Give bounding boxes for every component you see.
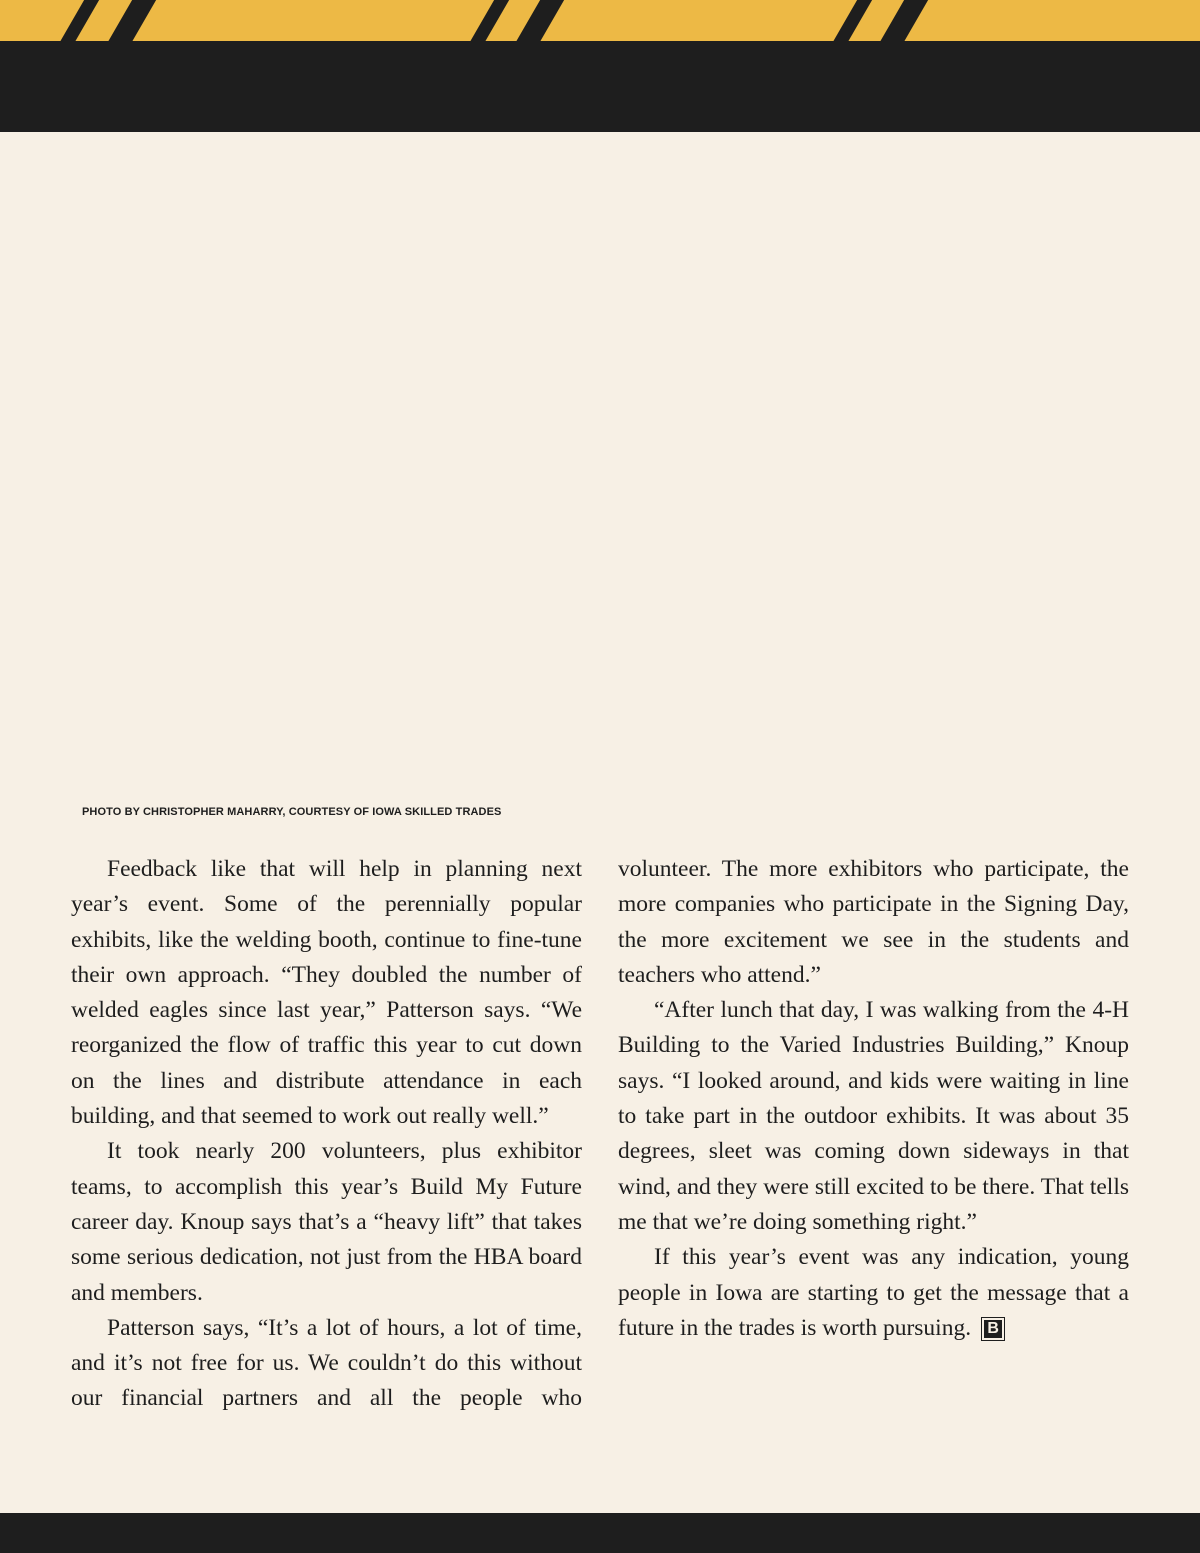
stripe-slash (468, 0, 512, 41)
article-column-left (71, 852, 582, 1417)
paragraph: “After lunch that day, I was walking from the 4-H Building to the Varied Industries Building,” Knoup says. “I looked around, and kids were waiting in line to take part in the outdoor exhibits. It was about 35 degrees, sleet was coming down sideways in that wind, and they were still excited to be there. That tells me that we’re doing something right.” (618, 997, 1129, 1235)
paragraph (618, 1240, 1129, 1346)
stripe-slash (106, 0, 159, 41)
stripe-slash (514, 0, 567, 41)
stripe-slash (878, 0, 931, 41)
paragraph: Feedback like that will help in planning next year’s event. Some of the perennially popular exhibits, like the welding booth, continue to fine-tune their own approach. “They doubled the number of welded eagles since last year,” Patterson says. “We reorganized the flow of traffic this year to cut down on the lines and distribute attendance in each building, and that seemed to work out really well.” (71, 856, 582, 1130)
header-stripe (0, 0, 1200, 41)
paragraph: Patterson says, “It’s a lot of hours, a lot of time, and it’s not free for us. We couldn’t do this without our financial partners and all the people who (71, 1314, 582, 1412)
footer-band (0, 1513, 1200, 1553)
photo-credit: PHOTO BY CHRISTOPHER MAHARRY, COURTESY OF IOWA SKILLED TRADES (82, 806, 502, 818)
paragraph-text: If this year’s event was any indication, young people in Iowa are starting to get the message that a future in the trades is worth pursuing. (618, 1244, 1129, 1341)
paragraph: It took nearly 200 volunteers, plus exhibitor teams, to accomplish this year’s Build My Future career day. Knoup says that’s a “heavy lift” that takes some serious dedication, not just from the HBA board and members. (71, 1138, 582, 1306)
stripe-slash (58, 0, 102, 41)
article-column-right (618, 852, 1129, 1346)
stripe-slash (831, 0, 875, 41)
paragraph-continuation: volunteer. The more exhibitors who participate, the more companies who participate in the Signing Day, the more excitement we see in the students and teachers who attend.” (618, 856, 1129, 988)
end-mark-icon: B (981, 1317, 1005, 1341)
photo-placeholder (0, 132, 1200, 792)
header-band (0, 41, 1200, 132)
